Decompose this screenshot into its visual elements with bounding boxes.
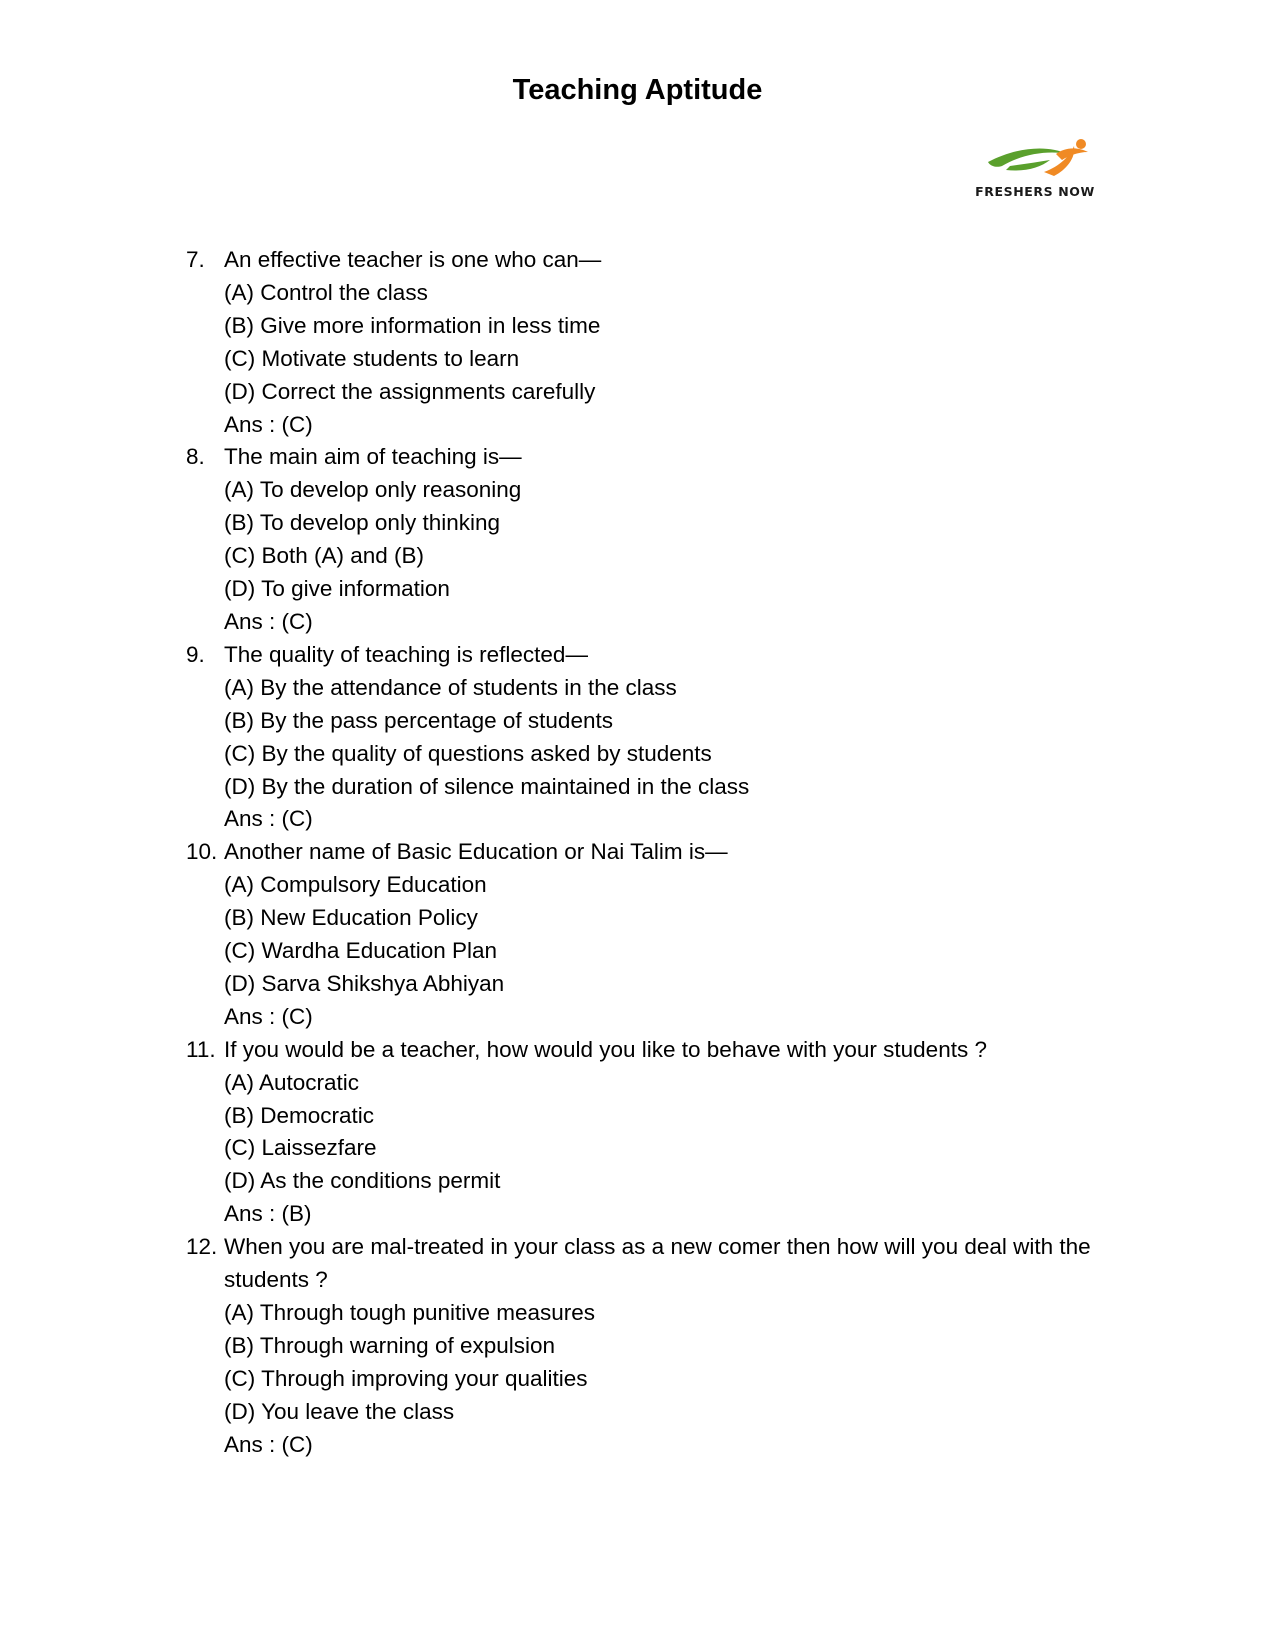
option-b: (B) Through warning of expulsion [224,1332,556,1358]
option-a: (A) Autocratic [224,1069,360,1095]
answer-line: Ans : (C) [224,608,313,634]
option-list [186,672,1126,837]
option-list [186,869,1126,1034]
question-number: 7. [186,247,205,272]
answer-line: Ans : (C) [224,806,313,832]
option-c: (C) Motivate students to learn [224,345,520,371]
option-list [186,277,1126,442]
question-number: 11. [186,1036,216,1062]
freshers-now-logo [960,138,1110,208]
question-text: The quality of teaching is reflected— [224,641,588,667]
option-c: (C) Wardha Education Plan [224,938,498,964]
option-c: (C) By the quality of questions asked by students [224,740,712,766]
option-b: (B) Give more information in less time [224,312,601,338]
option-list [186,1297,1126,1462]
option-b: (B) To develop only thinking [224,510,500,536]
option-a: (A) By the attendance of students in the class [224,674,677,700]
option-list [186,474,1126,639]
option-c: (C) Laissezfare [224,1135,377,1161]
question-number: 8. [186,444,205,470]
answer-line: Ans : (C) [224,1431,313,1457]
option-c: (C) Through improving your qualities [224,1365,588,1391]
option-d: (D) By the duration of silence maintained in the class [224,773,750,799]
page-title: Teaching Aptitude [512,74,763,106]
question-list [186,244,1126,1462]
question-item [186,836,1126,1033]
question-text: The main aim of teaching is— [224,444,522,470]
option-a: (A) Compulsory Education [224,872,487,898]
option-list [186,1067,1126,1232]
answer-line: Ans : (C) [224,1003,313,1029]
option-d: (D) Sarva Shikshya Abhiyan [224,970,505,996]
question-item [186,1034,1126,1231]
question-text: An effective teacher is one who can— [224,247,602,272]
option-d: (D) To give information [224,576,450,602]
option-d: (D) You leave the class [224,1398,455,1424]
question-text: When you are mal-treated in your class as a new comer then how will you deal with the students ? [224,1234,1091,1293]
option-a: (A) Control the class [224,279,428,305]
answer-line: Ans : (C) [224,411,313,437]
option-a: (A) Through tough punitive measures [224,1300,596,1325]
question-number: 12. [186,1234,218,1260]
question-number: 10. [186,839,218,865]
question-text: If you would be a teacher, how would you like to behave with your students ? [224,1036,987,1062]
question-item [186,1231,1126,1461]
question-number: 9. [186,641,205,667]
question-item [186,441,1126,638]
option-b: (B) Democratic [224,1102,375,1128]
question-item [186,244,1126,441]
logo-text: FRESHERS NOW [975,184,1095,199]
question-item [186,639,1126,836]
option-d: (D) Correct the assignments carefully [224,378,596,404]
question-text: Another name of Basic Education or Nai Talim is— [224,839,728,865]
option-b: (B) By the pass percentage of students [224,707,613,733]
freshers-now-swoosh-icon [960,138,1110,184]
option-d: (D) As the conditions permit [224,1168,501,1194]
option-c: (C) Both (A) and (B) [224,543,425,569]
option-a: (A) To develop only reasoning [224,477,522,503]
answer-line: Ans : (B) [224,1201,312,1227]
option-b: (B) New Education Policy [224,905,478,931]
